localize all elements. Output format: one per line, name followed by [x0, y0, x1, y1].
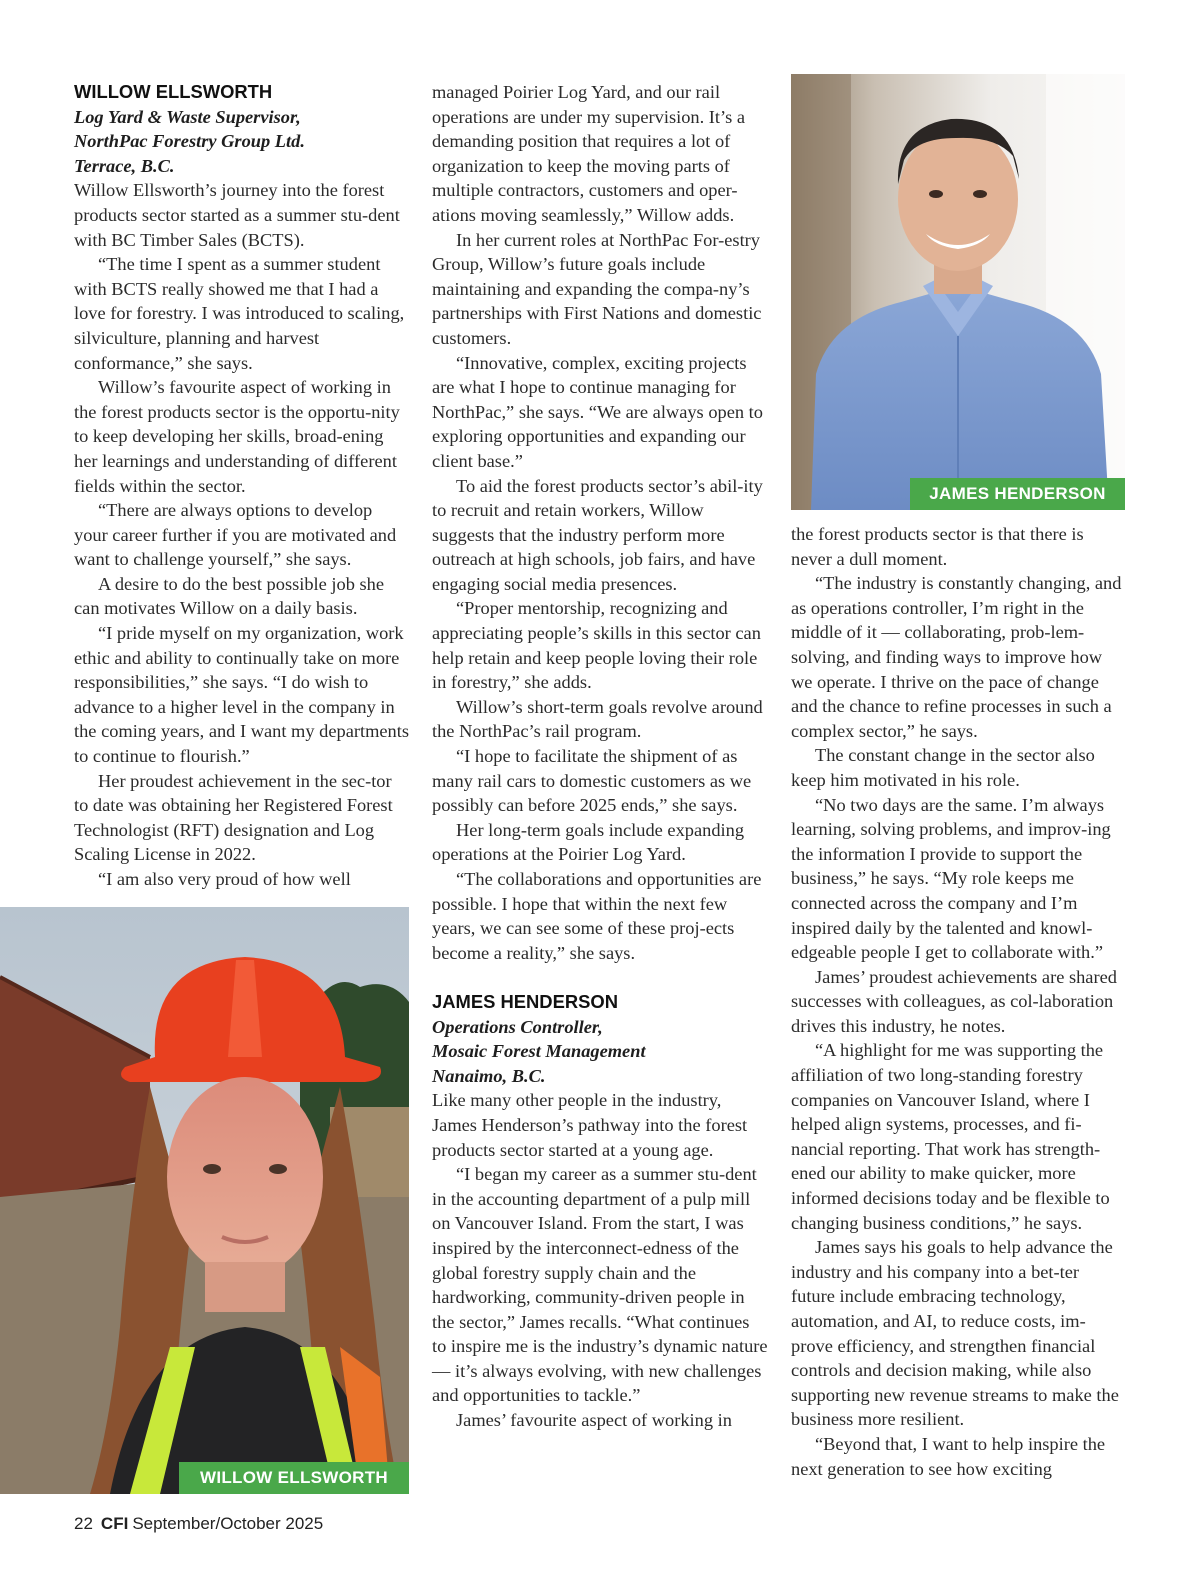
paragraph: “The industry is constantly changing, and as operations controller, I’m right in the middle of it — collaborating, prob-lem-solving, and finding ways to improve how we operate. I thrive on the pace of change and the chance to refine processes in such a complex sector,” he says.: [791, 573, 1122, 741]
profile-location-james: Nanaimo, B.C.: [432, 1065, 546, 1086]
page-footer: [74, 1514, 323, 1534]
paragraph: “I began my career as a summer stu-dent in the accounting department of a pulp mill on Vancouver Island. From the start, I was inspired by the interconnect-edness of the global forestry supply chain and the hardworking, community-driven people in the sector,” James recalls. “What continues to inspire me is the industry’s dynamic nature — it’s always evolving, with new challenges and opportunities to tackle.”: [432, 1164, 768, 1406]
paragraph: “I hope to facilitate the shipment of as many rail cars to domestic customers as we possibly can before 2025 ends,” she says.: [432, 746, 752, 816]
paragraph: To aid the forest products sector’s abil-ity to recruit and retain workers, Willow suggests that the industry perform more outreach at high schools, job fairs, and have engaging social media presences.: [432, 475, 763, 594]
portrait-photo-willow: [0, 907, 409, 1494]
paragraph: “The time I spent as a summer student with BCTS really showed me that I had a love for forestry. I was introduced to scaling, silviculture, planning and harvest conformance,” she says.: [74, 254, 405, 373]
column-2: [432, 80, 768, 1433]
profile-name-james: JAMES HENDERSON: [432, 990, 618, 1012]
paragraph: The constant change in the sector also keep him motivated in his role.: [791, 745, 1095, 790]
paragraph: “Beyond that, I want to help inspire the next generation to see how exciting: [791, 1433, 1106, 1479]
profile-location-willow: Terrace, B.C.: [74, 155, 175, 176]
paragraph: A desire to do the best possible job she can motivates Willow on a daily basis.: [74, 573, 385, 619]
paragraph: Her proudest achievement in the sec-tor to date was obtaining her Registered Forest Technologist (RFT) designation and Log Scaling License in 2022.: [74, 770, 393, 865]
portrait-illustration-james: [791, 74, 1125, 510]
profile-company-willow: NorthPac Forestry Group Ltd.: [74, 131, 305, 152]
paragraph: “A highlight for me was supporting the affiliation of two long-standing forestry companies on Vancouver Island, where I helped align systems, processes, and fi-nancial reporting. That work has strength-ened our ability to make quicker, more informed decisions today and be flexible to changing business conditions,” he says.: [791, 1040, 1110, 1233]
photo-caption-james: JAMES HENDERSON: [910, 478, 1125, 510]
paragraph: James’ favourite aspect of working in: [456, 1410, 732, 1431]
paragraph: “Innovative, complex, exciting projects are what I hope to continue managing for NorthPac,” she says. “We are always open to exploring opportunities and expanding our client base.”: [432, 352, 763, 471]
paragraph: Willow’s favourite aspect of working in the forest products sector is the opportu-nity to keep developing her skills, broad-ening her learnings and understanding of different fields within the sector.: [74, 377, 400, 496]
paragraph: “There are always options to develop your career further if you are motivated and want to challenge yourself,” she says.: [74, 500, 397, 570]
paragraph: Willow’s short-term goals revolve around the NorthPac’s rail program.: [432, 696, 763, 742]
paragraph: James says his goals to help advance the industry and his company into a bet-ter future include embracing technology, automation, and AI, to reduce costs, im-prove efficiency, and strengthen financial controls and decision making, while also supporting new revenue streams to make the business more resilient.: [791, 1237, 1119, 1430]
paragraph: managed Poirier Log Yard, and our rail operations are under my supervision. It’s a demanding position that requires a lot of organization to keep the moving parts of multiple contractors, customers and oper-ations moving seamlessly,” Willow adds.: [432, 82, 746, 225]
profile-title-james: Operations Controller,: [432, 1016, 603, 1037]
column-1: [74, 80, 410, 892]
profile-company-james: Mosaic Forest Management: [432, 1041, 646, 1062]
paragraph: the forest products sector is that there is never a dull moment.: [791, 524, 1084, 569]
paragraph: Her long-term goals include expanding operations at the Poirier Log Yard.: [432, 819, 745, 865]
issue-date: September/October 2025: [132, 1514, 324, 1533]
paragraph: “No two days are the same. I’m always learning, solving problems, and improv-ing the information I provide to support the business,” he says. “My role keeps me connected across the company and I’m inspired daily by the talented and knowl-edgeable people I get to collaborate with.”: [791, 794, 1111, 963]
portrait-photo-james: [791, 74, 1125, 510]
paragraph: Willow Ellsworth’s journey into the forest products sector started as a summer stu-dent with BC Timber Sales (BCTS).: [74, 180, 400, 250]
paragraph: “Proper mentorship, recognizing and appreciating people’s skills in this sector can help retain and keep people loving their role in forestry,” she adds.: [432, 598, 761, 693]
paragraph: In her current roles at NorthPac For-estry Group, Willow’s future goals include maintaining and expanding the compa-ny’s partnerships with First Nations and domestic customers.: [432, 229, 762, 348]
portrait-illustration-willow: [0, 907, 409, 1494]
profile-title-willow: Log Yard & Waste Supervisor,: [74, 106, 301, 127]
paragraph: “I am also very proud of how well: [98, 869, 351, 889]
profile-name-willow: WILLOW ELLSWORTH: [74, 81, 273, 102]
paragraph: Like many other people in the industry, James Henderson’s pathway into the forest products sector started at a young age.: [432, 1090, 748, 1160]
column-3: [791, 522, 1127, 1481]
paragraph: “I pride myself on my organization, work ethic and ability to continually take on more responsibilities,” she says. “I do wish to advance to a higher level in the company in the coming years, and I want my departments to continue to flourish.”: [74, 623, 410, 767]
paragraph: “The collaborations and opportunities are possible. I hope that within the next few years, we can see some of these proj-ects become a reality,” she says.: [432, 869, 762, 963]
paragraph: James’ proudest achievements are shared successes with colleagues, as col-laboration drives this industry, he notes.: [791, 966, 1117, 1036]
section-spacer: [432, 965, 768, 990]
magazine-name: CFI: [100, 1514, 129, 1533]
photo-caption-willow: WILLOW ELLSWORTH: [179, 1462, 409, 1494]
page-number: 22: [74, 1514, 93, 1533]
